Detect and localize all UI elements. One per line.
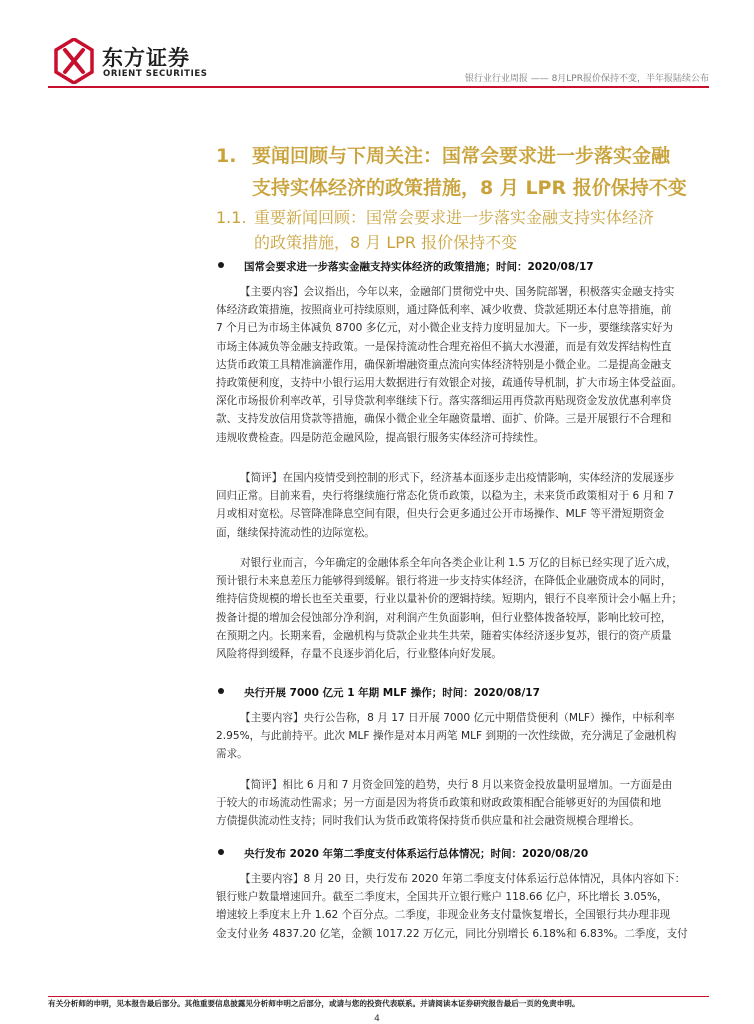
paragraph-commentary xyxy=(216,469,699,542)
text-line: 7 个月已为市场主体减负 8700 多亿元，对小微企业支持力度明显加大。下一步，要继续落实好为 xyxy=(216,322,673,335)
news-bullet-text: 央行发布 2020 年第二季度支付体系运行总体情况；时间：2020/08/20 xyxy=(244,848,589,860)
text-line: 深化市场报价利率改革，引导贷款利率继续下行。落实落细运用再贷款再贴现资金发放优惠利率贷 xyxy=(216,395,672,408)
text-line: 面，继续保持流动性的边际宽松。 xyxy=(216,526,375,539)
page-number: 4 xyxy=(374,1014,380,1024)
bullet-icon xyxy=(218,262,224,268)
text-line: 对银行业而言，今年确定的金融体系全年向各类企业让利 1.5 万亿的目标已经实现了近六成， xyxy=(240,557,677,569)
paragraph-main-content xyxy=(216,709,699,764)
section-heading-1-line: 支持实体经济的政策措施，8 月 LPR 报价保持不变 xyxy=(252,177,687,199)
text-line: 预计银行未来息差压力能够得到缓解。银行将进一步支持实体经济，在降低企业融资成本的同时， xyxy=(216,575,672,588)
text-line: 方债提供流动性支持；同时我们认为货币政策将保持货币供应量和社会融资规模合理增长。 xyxy=(216,815,640,828)
paragraph-commentary xyxy=(216,776,699,831)
text-line: 【简评】在国内疫情受到控制的形式下，经济基本面逐步走出疫情影响，实体经济的发展逐步 xyxy=(240,472,675,484)
text-line: 体经济政策措施，按照商业可持续原则，通过降低利率、减少收费、贷款延期还本付息等措施，前 xyxy=(216,304,672,317)
paragraph-industry-analysis xyxy=(216,554,699,663)
bullet-icon xyxy=(218,849,224,855)
footer-divider xyxy=(48,996,709,997)
paragraph-main-content xyxy=(216,283,699,447)
text-line: 风险将得到缓释，存量不良逐步消化后，行业整体向好发展。 xyxy=(216,648,503,661)
bullet-icon xyxy=(218,688,224,694)
logo-name-cn: 东方证券 xyxy=(102,46,190,70)
footer-disclaimer: 有关分析师的申明，见本报告最后部分。其他重要信息披露见分析师申明之后部分，或请与您的投资代表联系。并请阅读本证券研究报告最后一页的免责申明。 xyxy=(48,999,580,1008)
news-bullet-text: 央行开展 7000 亿元 1 年期 MLF 操作；时间：2020/08/17 xyxy=(244,687,540,699)
text-line: 需求。 xyxy=(216,748,248,761)
text-line: 维持信贷规模的增长也至关重要，行业以量补价的逻辑持续。短期内，银行不良率预计会小幅上升； xyxy=(216,593,683,606)
text-line: 于较大的市场流动性需求；另一方面是因为将货币政策和财政政策相配合能够更好的为国债和地 xyxy=(216,797,661,810)
section-heading-1-line: 要闻回顾与下周关注：国常会要求进一步落实金融 xyxy=(252,145,671,167)
section-heading-2-line: 的政策措施，8 月 LPR 报价保持不变 xyxy=(254,233,518,252)
orient-securities-logo-icon xyxy=(54,38,94,84)
text-line: 拨备计提的增加会侵蚀部分净利润，对利润产生负面影响，但行业整体拨备较厚，影响比较可控， xyxy=(216,611,672,624)
section-heading-2-line: 重要新闻回顾：国常会要求进一步落实金融支持实体经济 xyxy=(254,208,655,227)
text-line: 【主要内容】央行公告称，8 月 17 日开展 7000 亿元中期借贷便利（MLF）操作，中标利率 xyxy=(240,712,675,724)
report-header-caption: 银行业行业周报 —— 8月LPR报价保持不变，半年报陆续公布 xyxy=(464,74,709,84)
paragraph-main-content xyxy=(216,870,699,943)
text-line: 月或相对宽松。尽管降准降息空间有限，但央行会更多通过公开市场操作、MLF 等平滑短期资金 xyxy=(216,508,665,521)
text-line: 持政策便利度，支持中小银行运用大数据进行有效银企对接，疏通传导机制，扩大市场主体受益面。 xyxy=(216,377,683,390)
text-line: 【主要内容】8 月 20 日，央行发布 2020 年第二季度支付体系运行总体情况，具体内容如下： xyxy=(240,873,686,885)
text-line: 【简评】相比 6 月和 7 月资金回笼的趋势，央行 8 月以来资金投放量明显增加。一方面是由 xyxy=(240,779,673,791)
news-bullet-text: 国常会要求进一步落实金融支持实体经济的政策措施；时间：2020/08/17 xyxy=(244,261,594,273)
section-heading-2 xyxy=(216,205,716,255)
text-line: 2.95%，与此前持平。此次 MLF 操作是对本月两笔 MLF 到期的一次性续做，充分满足了金融机构 xyxy=(216,730,677,743)
company-logo xyxy=(48,38,218,88)
logo-name-en: ORIENT SECURITIES xyxy=(103,69,208,79)
text-line: 银行账户数量增速回升。截至二季度末，全国共开立银行账户 118.66 亿户，环比增长 3.05%， xyxy=(216,891,668,904)
text-line: 增速较上季度末上升 1.62 个百分点。二季度，非现金业务支付量恢复增长，全国银行共办理非现 xyxy=(216,909,671,922)
text-line: 市场主体减负等金融支持政策。一是保持流动性合理充裕但不搞大水漫灌，而是有效发挥结构性直 xyxy=(216,340,672,353)
text-line: 在预期之内。长期来看，金融机构与贷款企业共生共荣，随着实体经济逐步复苏，银行的资产质量 xyxy=(216,629,672,642)
section-heading-1-number: 1. xyxy=(216,145,237,167)
section-heading-2-number: 1.1. xyxy=(216,208,247,227)
text-line: 违规收费检查。四是防范金融风险，提高银行服务实体经济可持续性。 xyxy=(216,431,545,444)
header-divider xyxy=(48,86,709,88)
text-line: 回归正常。目前来看，央行将继续施行常态化货币政策，以稳为主，未来货币政策相对于 6 月和 7 xyxy=(216,490,674,503)
section-heading-1 xyxy=(216,140,716,204)
text-line: 金支付业务 4837.20 亿笔，金额 1017.22 万亿元，同比分别增长 6.18%和 6.83%。二季度，支付 xyxy=(216,927,688,940)
text-line: 【主要内容】会议指出，今年以来，金融部门贯彻党中央、国务院部署，积极落实金融支持实 xyxy=(240,286,675,298)
text-line: 达货币政策工具精准滴灌作用，确保新增融资重点流向实体经济特别是小微企业。二是提高金融支 xyxy=(216,358,672,371)
text-line: 款、支持发放信用贷款等措施，确保小微企业全年融资量增、面扩、价降。三是开展银行不合理和 xyxy=(216,413,672,426)
